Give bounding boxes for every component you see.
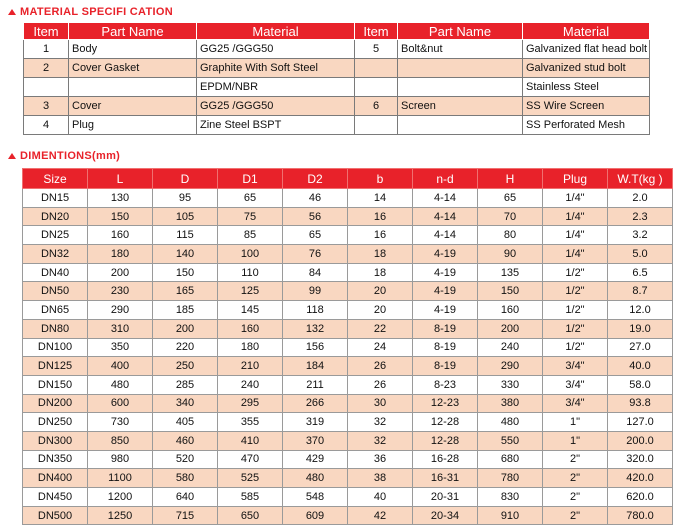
table-cell: 2" (543, 488, 608, 507)
table-cell: 16-28 (413, 450, 478, 469)
material-spec-heading (8, 4, 173, 20)
table-cell: 85 (218, 226, 283, 245)
table-cell: 27.0 (608, 338, 673, 357)
table-cell: 715 (153, 506, 218, 525)
table-row (24, 116, 650, 135)
material-spec-table (23, 22, 650, 135)
table-cell: 230 (88, 282, 153, 301)
table-cell: Zine Steel BSPT (197, 116, 355, 135)
table-row (23, 488, 673, 507)
table-cell: 165 (153, 282, 218, 301)
table-cell: 480 (88, 375, 153, 394)
table-cell: 470 (218, 450, 283, 469)
table-cell: 1" (543, 431, 608, 450)
table-cell: 520 (153, 450, 218, 469)
table-cell: 400 (88, 357, 153, 376)
table-cell (355, 116, 398, 135)
dimensions-title: DIMENTIONS(mm) (20, 150, 121, 162)
table-row (23, 357, 673, 376)
table-cell: DN80 (23, 319, 88, 338)
dimensions-header-row (23, 169, 673, 189)
table-cell: 20-31 (413, 488, 478, 507)
column-header: b (348, 169, 413, 189)
table-cell: 8-19 (413, 357, 478, 376)
table-cell: 105 (153, 207, 218, 226)
table-cell: DN125 (23, 357, 88, 376)
table-row (23, 469, 673, 488)
table-cell: 650 (218, 506, 283, 525)
table-cell: 160 (478, 301, 543, 320)
table-cell: 4-14 (413, 226, 478, 245)
table-cell: DN250 (23, 413, 88, 432)
table-cell: 2.3 (608, 207, 673, 226)
table-cell: 240 (218, 375, 283, 394)
table-cell: DN32 (23, 245, 88, 264)
table-row (23, 394, 673, 413)
table-cell: 40.0 (608, 357, 673, 376)
table-cell: DN200 (23, 394, 88, 413)
table-cell: 14 (348, 189, 413, 208)
table-cell: 240 (478, 338, 543, 357)
table-cell: 1100 (88, 469, 153, 488)
table-cell: 350 (88, 338, 153, 357)
table-cell: 70 (478, 207, 543, 226)
table-cell: 6 (355, 97, 398, 116)
table-cell: DN65 (23, 301, 88, 320)
column-header: D (153, 169, 218, 189)
table-cell: 12-28 (413, 413, 478, 432)
table-cell: 4-14 (413, 207, 478, 226)
table-cell: 200 (478, 319, 543, 338)
table-cell: 16 (348, 207, 413, 226)
table-cell: 780 (478, 469, 543, 488)
table-cell: 548 (283, 488, 348, 507)
table-cell: 405 (153, 413, 218, 432)
column-header: L (88, 169, 153, 189)
column-header: Size (23, 169, 88, 189)
table-cell: 16-31 (413, 469, 478, 488)
table-cell: GG25 /GGG50 (197, 97, 355, 116)
table-cell: 93.8 (608, 394, 673, 413)
table-row (23, 506, 673, 525)
table-cell: 1/2" (543, 338, 608, 357)
table-cell: 2" (543, 450, 608, 469)
table-cell: 100 (218, 245, 283, 264)
table-cell: 12.0 (608, 301, 673, 320)
table-row (24, 78, 650, 97)
table-cell: 110 (218, 263, 283, 282)
column-header: Part Name (69, 23, 197, 40)
table-cell: 18 (348, 245, 413, 264)
table-cell: 1/2" (543, 319, 608, 338)
table-cell: 30 (348, 394, 413, 413)
column-header: W.T(kg ) (608, 169, 673, 189)
table-cell: 8-19 (413, 338, 478, 357)
table-cell: 130 (88, 189, 153, 208)
table-cell: 609 (283, 506, 348, 525)
table-cell: 12-23 (413, 394, 478, 413)
table-cell: 285 (153, 375, 218, 394)
table-row (23, 319, 673, 338)
table-cell: 115 (153, 226, 218, 245)
table-cell: 640 (153, 488, 218, 507)
table-cell: 125 (218, 282, 283, 301)
table-cell: DN350 (23, 450, 88, 469)
table-cell: Galvanized stud bolt (523, 59, 650, 78)
table-cell: 145 (218, 301, 283, 320)
table-cell: 730 (88, 413, 153, 432)
column-header: Part Name (398, 23, 523, 40)
table-cell: 132 (283, 319, 348, 338)
table-cell: 200 (88, 263, 153, 282)
dimensions-heading (8, 148, 120, 164)
table-cell: 46 (283, 189, 348, 208)
table-cell: 330 (478, 375, 543, 394)
table-cell: 75 (218, 207, 283, 226)
table-cell: DN15 (23, 189, 88, 208)
table-cell: SS Wire Screen (523, 97, 650, 116)
table-row (23, 375, 673, 394)
table-cell: 4-14 (413, 189, 478, 208)
table-cell: 1/2" (543, 301, 608, 320)
table-cell: 2" (543, 506, 608, 525)
table-cell: 160 (88, 226, 153, 245)
table-cell: 20 (348, 282, 413, 301)
table-cell: 42 (348, 506, 413, 525)
table-cell: 76 (283, 245, 348, 264)
table-cell: 5.0 (608, 245, 673, 264)
table-cell: 32 (348, 413, 413, 432)
table-cell: DN400 (23, 469, 88, 488)
table-row (23, 450, 673, 469)
table-cell: 16 (348, 226, 413, 245)
table-row (23, 413, 673, 432)
table-cell: 1/4" (543, 207, 608, 226)
table-cell: 310 (88, 319, 153, 338)
table-cell: 3/4" (543, 357, 608, 376)
column-header: Item (24, 23, 69, 40)
table-cell: 3 (24, 97, 69, 116)
table-cell: 1/2" (543, 282, 608, 301)
table-cell: 185 (153, 301, 218, 320)
table-cell: 56 (283, 207, 348, 226)
table-cell: 184 (283, 357, 348, 376)
table-cell: Plug (69, 116, 197, 135)
table-cell: 2" (543, 469, 608, 488)
table-cell: 127.0 (608, 413, 673, 432)
table-cell: 20 (348, 301, 413, 320)
table-cell (398, 78, 523, 97)
table-cell: 320.0 (608, 450, 673, 469)
table-cell (398, 59, 523, 78)
triangle-icon (8, 153, 16, 159)
column-header: D1 (218, 169, 283, 189)
table-cell: DN500 (23, 506, 88, 525)
dimensions-table (22, 168, 673, 525)
table-cell: 150 (478, 282, 543, 301)
table-cell: Body (69, 40, 197, 59)
table-cell: Galvanized flat head bolt (523, 40, 650, 59)
table-cell: 8-23 (413, 375, 478, 394)
table-cell: 580 (153, 469, 218, 488)
table-cell: 420.0 (608, 469, 673, 488)
table-cell: 910 (478, 506, 543, 525)
table-cell: 99 (283, 282, 348, 301)
table-cell: 65 (283, 226, 348, 245)
column-header: n-d (413, 169, 478, 189)
table-cell: 40 (348, 488, 413, 507)
table-cell: 32 (348, 431, 413, 450)
table-cell: 24 (348, 338, 413, 357)
table-cell: 156 (283, 338, 348, 357)
table-cell: 84 (283, 263, 348, 282)
table-cell: 3/4" (543, 375, 608, 394)
table-cell: 150 (88, 207, 153, 226)
table-cell: 340 (153, 394, 218, 413)
table-row (23, 263, 673, 282)
table-cell: 550 (478, 431, 543, 450)
table-cell: 4-19 (413, 263, 478, 282)
table-row (24, 59, 650, 78)
table-cell: 135 (478, 263, 543, 282)
table-cell: 90 (478, 245, 543, 264)
table-cell: 58.0 (608, 375, 673, 394)
table-cell: 200.0 (608, 431, 673, 450)
table-cell: 160 (218, 319, 283, 338)
table-cell: 4-19 (413, 245, 478, 264)
table-cell: 850 (88, 431, 153, 450)
table-row (23, 245, 673, 264)
table-cell: 600 (88, 394, 153, 413)
table-cell: 2 (24, 59, 69, 78)
table-cell: 410 (218, 431, 283, 450)
table-cell: 780.0 (608, 506, 673, 525)
column-header: Plug (543, 169, 608, 189)
table-cell: 38 (348, 469, 413, 488)
column-header: Material (197, 23, 355, 40)
table-row (23, 189, 673, 208)
table-cell: 460 (153, 431, 218, 450)
table-cell: 140 (153, 245, 218, 264)
table-cell: 8-19 (413, 319, 478, 338)
table-cell: 26 (348, 357, 413, 376)
table-cell: 830 (478, 488, 543, 507)
table-cell: 65 (218, 189, 283, 208)
table-cell: 585 (218, 488, 283, 507)
table-cell: 319 (283, 413, 348, 432)
table-cell: Bolt&nut (398, 40, 523, 59)
table-cell: 525 (218, 469, 283, 488)
table-row (23, 431, 673, 450)
table-cell: GG25 /GGG50 (197, 40, 355, 59)
table-cell: 220 (153, 338, 218, 357)
table-cell: Screen (398, 97, 523, 116)
table-cell: 95 (153, 189, 218, 208)
table-cell: 20-34 (413, 506, 478, 525)
table-cell: 1200 (88, 488, 153, 507)
table-cell (355, 78, 398, 97)
table-cell: 5 (355, 40, 398, 59)
table-cell: 8.7 (608, 282, 673, 301)
table-cell: 1/2" (543, 263, 608, 282)
table-cell: 1250 (88, 506, 153, 525)
table-cell: 620.0 (608, 488, 673, 507)
table-cell: DN25 (23, 226, 88, 245)
material-spec-title: MATERIAL SPECIFI CATION (20, 6, 173, 18)
table-cell: EPDM/NBR (197, 78, 355, 97)
table-cell: 1/4" (543, 245, 608, 264)
table-cell: 26 (348, 375, 413, 394)
table-cell: 211 (283, 375, 348, 394)
table-cell: 4-19 (413, 301, 478, 320)
table-cell (69, 78, 197, 97)
table-cell: DN20 (23, 207, 88, 226)
table-cell: DN100 (23, 338, 88, 357)
table-cell: 680 (478, 450, 543, 469)
table-cell: 980 (88, 450, 153, 469)
table-cell: 150 (153, 263, 218, 282)
table-cell: 1/4" (543, 226, 608, 245)
table-cell: 3.2 (608, 226, 673, 245)
column-header: Material (523, 23, 650, 40)
table-cell: 480 (283, 469, 348, 488)
table-cell: DN450 (23, 488, 88, 507)
table-cell: 3/4" (543, 394, 608, 413)
table-cell: SS Perforated Mesh (523, 116, 650, 135)
table-row (24, 97, 650, 116)
table-cell: 355 (218, 413, 283, 432)
table-cell: 19.0 (608, 319, 673, 338)
table-cell: 1/4" (543, 189, 608, 208)
table-cell: 65 (478, 189, 543, 208)
table-row (23, 226, 673, 245)
table-cell: 4-19 (413, 282, 478, 301)
material-header-row (24, 23, 650, 40)
table-cell: DN40 (23, 263, 88, 282)
table-cell: 36 (348, 450, 413, 469)
table-cell: DN50 (23, 282, 88, 301)
table-cell: DN300 (23, 431, 88, 450)
triangle-icon (8, 9, 16, 15)
table-row (23, 282, 673, 301)
table-cell: 210 (218, 357, 283, 376)
table-cell: 295 (218, 394, 283, 413)
table-cell (24, 78, 69, 97)
table-cell: 370 (283, 431, 348, 450)
table-row (23, 207, 673, 226)
table-cell: 480 (478, 413, 543, 432)
table-cell: 290 (478, 357, 543, 376)
table-cell: 266 (283, 394, 348, 413)
table-cell: 380 (478, 394, 543, 413)
table-cell: Graphite With Soft Steel (197, 59, 355, 78)
table-cell: 250 (153, 357, 218, 376)
table-row (23, 301, 673, 320)
column-header: D2 (283, 169, 348, 189)
table-cell: DN150 (23, 375, 88, 394)
table-cell: 1" (543, 413, 608, 432)
table-cell: 18 (348, 263, 413, 282)
table-cell: 80 (478, 226, 543, 245)
table-cell: Stainless Steel (523, 78, 650, 97)
table-cell: 1 (24, 40, 69, 59)
table-cell: 180 (88, 245, 153, 264)
table-cell: 118 (283, 301, 348, 320)
table-cell: 2.0 (608, 189, 673, 208)
table-cell: 180 (218, 338, 283, 357)
table-cell: Cover (69, 97, 197, 116)
table-cell: 429 (283, 450, 348, 469)
table-cell: 12-28 (413, 431, 478, 450)
table-cell: 290 (88, 301, 153, 320)
column-header: H (478, 169, 543, 189)
table-cell (355, 59, 398, 78)
column-header: Item (355, 23, 398, 40)
table-row (24, 40, 650, 59)
table-cell (398, 116, 523, 135)
table-row (23, 338, 673, 357)
table-cell: Cover Gasket (69, 59, 197, 78)
table-cell: 22 (348, 319, 413, 338)
table-cell: 4 (24, 116, 69, 135)
table-cell: 200 (153, 319, 218, 338)
table-cell: 6.5 (608, 263, 673, 282)
